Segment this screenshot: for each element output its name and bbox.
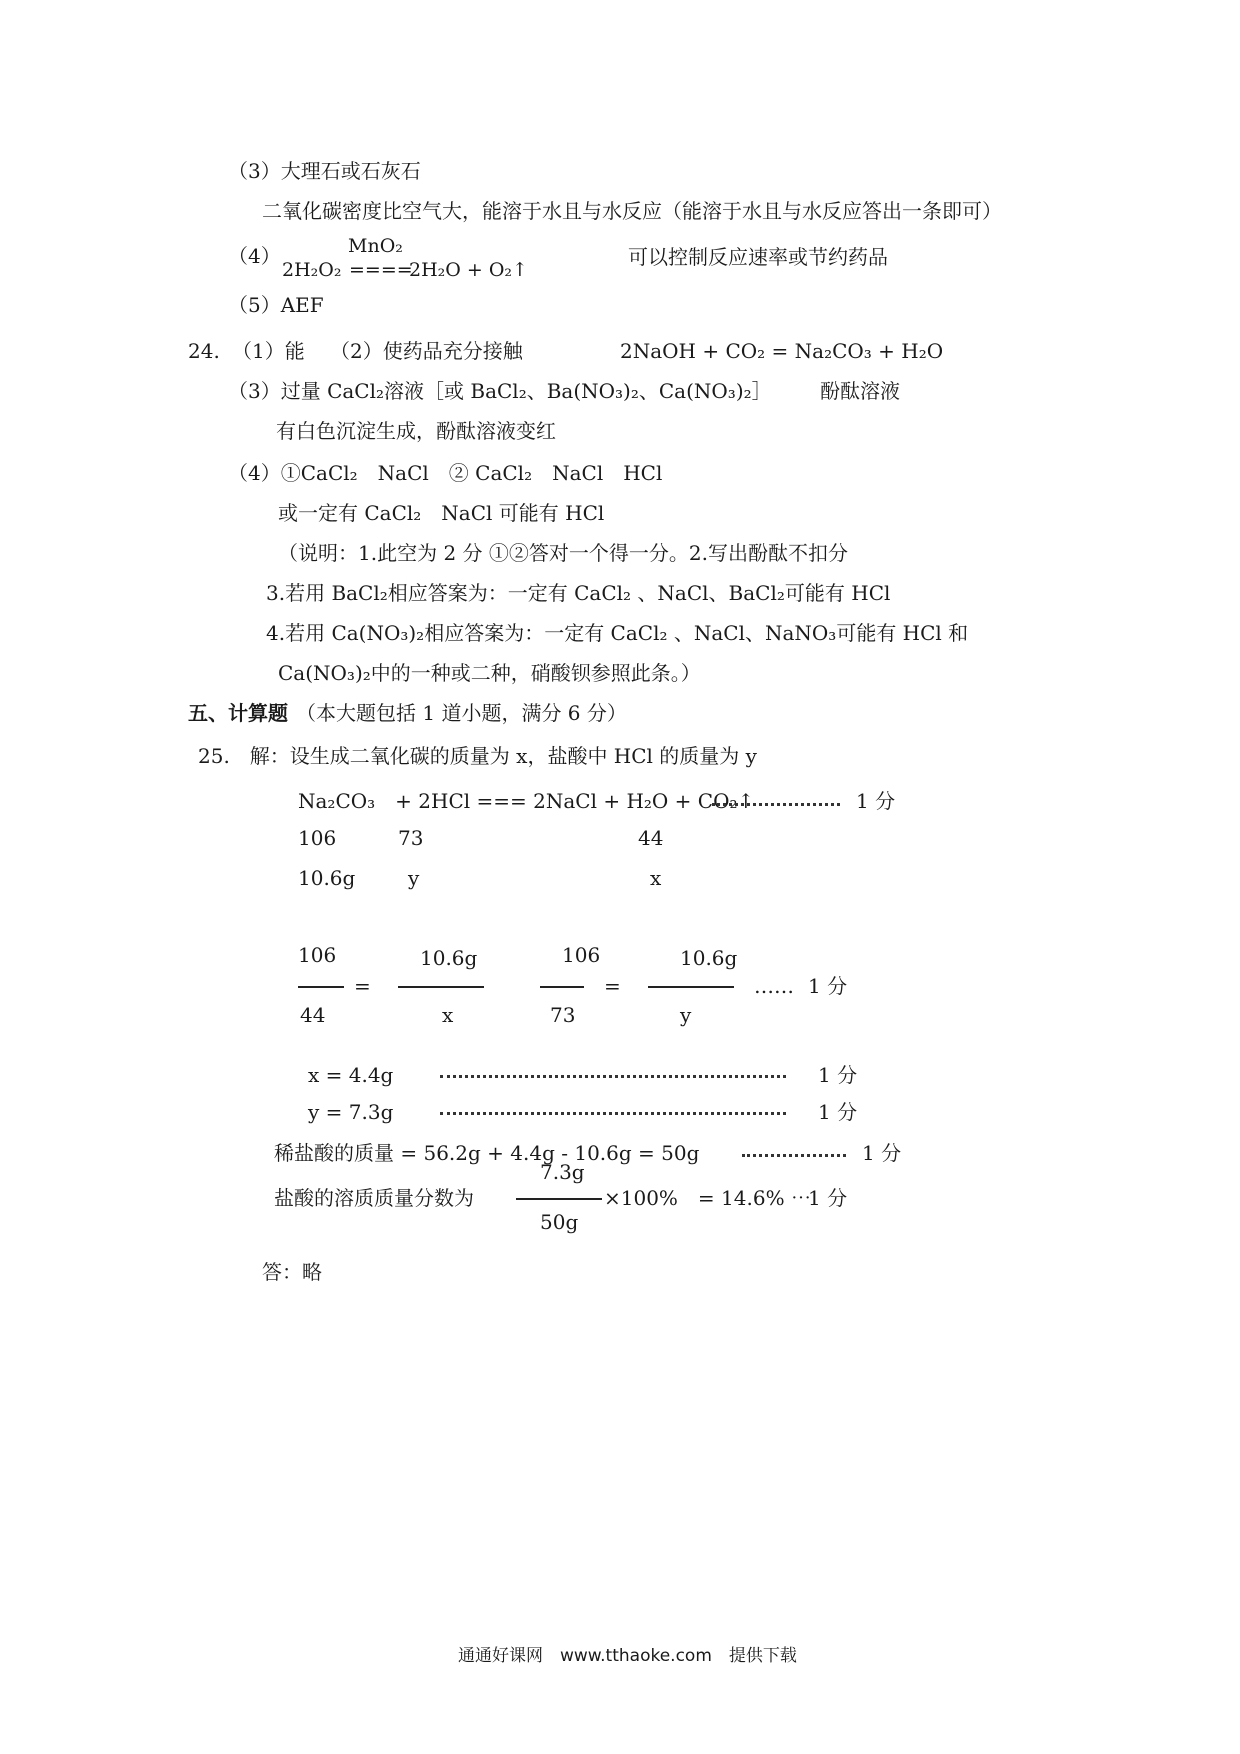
x-result-leader xyxy=(440,1075,786,1078)
q23-part4-note: 可以控制反应速率或节约药品 xyxy=(628,245,888,269)
q24-part3: （3）过量 CaCl₂溶液［或 BaCl₂、Ba(NO₃)₂、Ca(NO₃)₂］ xyxy=(228,379,772,403)
q25-value-x: x xyxy=(650,866,662,890)
fraction-numerator: 7.3g xyxy=(540,1160,585,1184)
q25-equation: Na₂CO₃ + 2HCl === 2NaCl + H₂O + CO₂↑ xyxy=(298,789,755,813)
q25-equation-score: 1 分 xyxy=(856,789,896,813)
frac1-bar xyxy=(298,986,344,988)
frac4-numerator: 10.6g xyxy=(680,946,738,970)
final-answer: 答：略 xyxy=(262,1260,322,1284)
acid-mass-score: 1 分 xyxy=(862,1141,902,1165)
q24-part4-a: （4）①CaCl₂ NaCl ② CaCl₂ NaCl HCl xyxy=(228,461,663,485)
q24-note-3: 4.若用 Ca(NO₃)₂相应答案为：一定有 CaCl₂ 、NaCl、NaNO₃可能有 HCl 和 xyxy=(266,621,969,645)
q24-number: 24. xyxy=(188,339,220,363)
q23-equation-right: 2H₂O + O₂↑ xyxy=(409,259,528,281)
proportion-score: 1 分 xyxy=(808,974,848,998)
q23-equation-left: 2H₂O₂ xyxy=(282,259,342,281)
fraction-denominator: 50g xyxy=(540,1210,579,1234)
x-result-score: 1 分 xyxy=(818,1063,858,1087)
q24-part2-equation: 2NaOH + CO₂ = Na₂CO₃ + H₂O xyxy=(620,339,944,363)
q25-value-y: y xyxy=(408,866,420,890)
q24-note-1: （说明：1.此空为 2 分 ①②答对一个得一分。2.写出酚酞不扣分 xyxy=(278,541,848,565)
fraction-score: 1 分 xyxy=(808,1186,848,1210)
section-heading: 五、计算题 xyxy=(188,701,288,725)
fraction-result: ×100% = 14.6% ⋯ xyxy=(604,1186,811,1210)
frac2-denominator: x xyxy=(442,1003,454,1027)
proportion-ellipsis: …… xyxy=(754,974,794,998)
q23-catalyst: MnO₂ xyxy=(348,235,403,257)
q24-part3-observation: 有白色沉淀生成，酚酞溶液变红 xyxy=(276,419,556,443)
q23-part3-label: （3）大理石或石灰石 xyxy=(228,159,421,183)
fraction-label: 盐酸的溶质质量分数为 xyxy=(274,1186,474,1210)
q24-part4-b: 或一定有 CaCl₂ NaCl 可能有 HCl xyxy=(278,501,605,525)
q23-equation-arrow: ==== xyxy=(349,259,413,281)
q25-molar-co2: 44 xyxy=(638,826,664,850)
x-result: x = 4.4g xyxy=(308,1063,394,1087)
q24-note-2: 3.若用 BaCl₂相应答案为：一定有 CaCl₂ 、NaCl、BaCl₂可能有 HCl xyxy=(266,581,891,605)
equals-sign-2: = xyxy=(604,974,621,998)
frac2-bar xyxy=(398,986,484,988)
frac3-bar xyxy=(540,986,584,988)
frac3-denominator: 73 xyxy=(550,1003,576,1027)
q23-part4-label: （4） xyxy=(228,244,281,268)
frac1-numerator: 106 xyxy=(298,943,337,967)
fraction-bar xyxy=(516,1198,602,1200)
frac2-numerator: 10.6g xyxy=(420,946,478,970)
q23-part3-text: 二氧化碳密度比空气大，能溶于水且与水反应（能溶于水且与水反应答出一条即可） xyxy=(262,199,1002,223)
q25-intro: 25. 解：设生成二氧化碳的质量为 x，盐酸中 HCl 的质量为 y xyxy=(198,744,757,768)
acid-mass-leader xyxy=(742,1154,846,1157)
q23-part5: （5）AEF xyxy=(228,293,324,317)
q24-note-4: Ca(NO₃)₂中的一种或二种，硝酸钡参照此条。） xyxy=(278,661,701,685)
y-result-score: 1 分 xyxy=(818,1100,858,1124)
page-footer: 通通好课网 www.tthaoke.com 提供下载 xyxy=(458,1646,797,1666)
q25-molar-na2co3: 106 xyxy=(298,826,337,850)
acid-mass: 稀盐酸的质量 = 56.2g + 4.4g - 10.6g = 50g xyxy=(274,1141,700,1165)
q25-value-na2co3: 10.6g xyxy=(298,866,356,890)
y-result-leader xyxy=(440,1112,786,1115)
frac4-denominator: y xyxy=(680,1003,692,1027)
frac1-denominator: 44 xyxy=(300,1003,326,1027)
q25-equation-leader xyxy=(712,803,840,806)
q24-part3-indicator: 酚酞溶液 xyxy=(820,379,900,403)
section-description: （本大题包括 1 道小题，满分 6 分） xyxy=(296,701,627,725)
q25-molar-hcl: 73 xyxy=(398,826,424,850)
frac4-bar xyxy=(648,986,734,988)
q24-part1: （1）能 xyxy=(232,339,305,363)
frac3-numerator: 106 xyxy=(562,943,601,967)
equals-sign-1: = xyxy=(354,974,371,998)
y-result: y = 7.3g xyxy=(308,1100,394,1124)
q24-part2: （2）使药品充分接触 xyxy=(330,339,523,363)
